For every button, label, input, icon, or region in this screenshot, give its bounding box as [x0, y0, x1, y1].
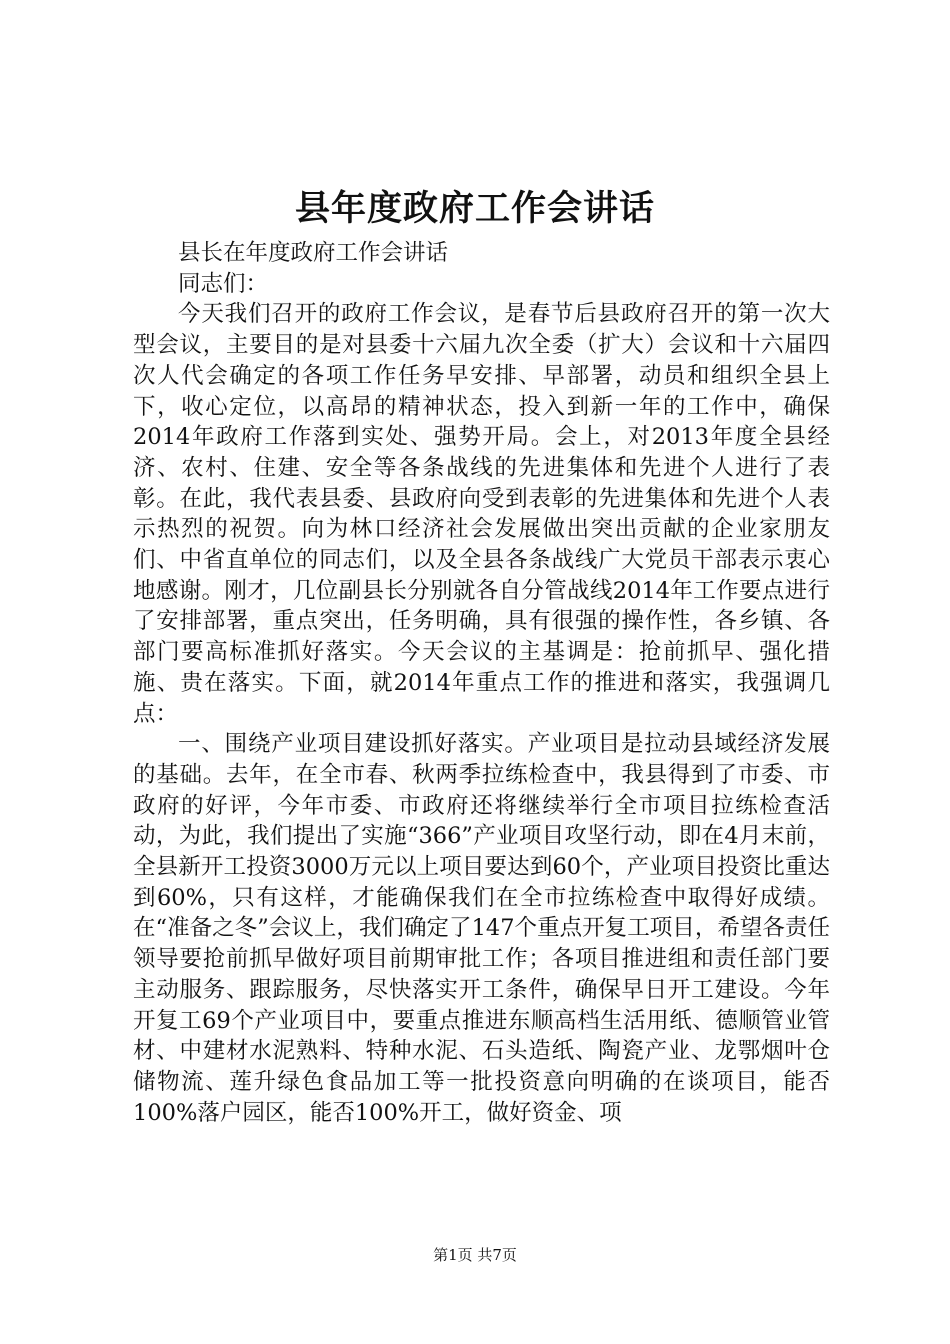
body-paragraph: 一、围绕产业项目建设抓好落实。产业项目是拉动县域经济发展的基础。去年，在全市春、秋两季拉练检查中，我县得到了市委、市政府的好评，今年市委、市政府还将继续举行全市项目拉练检查活动，为此，我们提出了实施“366”产业项目攻坚行动，即在4月末前，全县新开工投资3000万元以上项目要达到60个，产业项目投资比重达到60%，只有这样，才能确保我们在全市拉练检查中取得好成绩。在“准备之冬”会议上，我们确定了147个重点开复工项目，希望各责任领导要抢前抓早做好项目前期审批工作；各项目推进组和责任部门要主动服务、跟踪服务，尽快落实开工条件，确保早日开工建设。今年开复工69个产业项目中，要重点推进东顺高档生活用纸、德顺管业管材、中建材水泥熟料、特种水泥、石头造纸、陶瓷产业、龙鄂烟叶仓储物流、莲升绿色食品加工等一批投资意向明确的在谈项目，能否100%落户园区，能否100%开工，做好资金、项: [133, 731, 830, 1126]
subtitle-paragraph: 县长在年度政府工作会讲话: [178, 240, 449, 266]
document-body: [133, 238, 830, 1128]
document-title: 县年度政府工作会讲话: [294, 188, 655, 229]
page-footer: 第1页 共7页: [433, 1246, 517, 1264]
body-paragraph: 今天我们召开的政府工作会议，是春节后县政府召开的第一次大型会议，主要目的是对县委十六届九次全委（扩大）会议和十六届四次人代会确定的各项工作任务早安排、早部署，动员和组织全县上下，收心定位，以高昂的精神状态，投入到新一年的工作中，确保2014年政府工作落到实处、强势开局。会上，对2013年度全县经济、农村、住建、安全等各条战线的先进集体和先进个人进行了表彰。在此，我代表县委、县政府向受到表彰的先进集体和先进个人表示热烈的祝贺。向为林口经济社会发展做出突出贡献的企业家朋友们、中省直单位的同志们，以及全县各条战线广大党员干部表示衷心地感谢。刚才，几位副县长分别就各自分管战线2014年工作要点进行了安排部署，重点突出，任务明确，具有很强的操作性，各乡镇、各部门要高标准抓好落实。今天会议的主基调是：抢前抓早、强化措施、贵在落实。下面，就2014年重点工作的推进和落实，我强调几点：: [133, 301, 830, 727]
salutation-paragraph: 同志们：: [178, 270, 269, 297]
